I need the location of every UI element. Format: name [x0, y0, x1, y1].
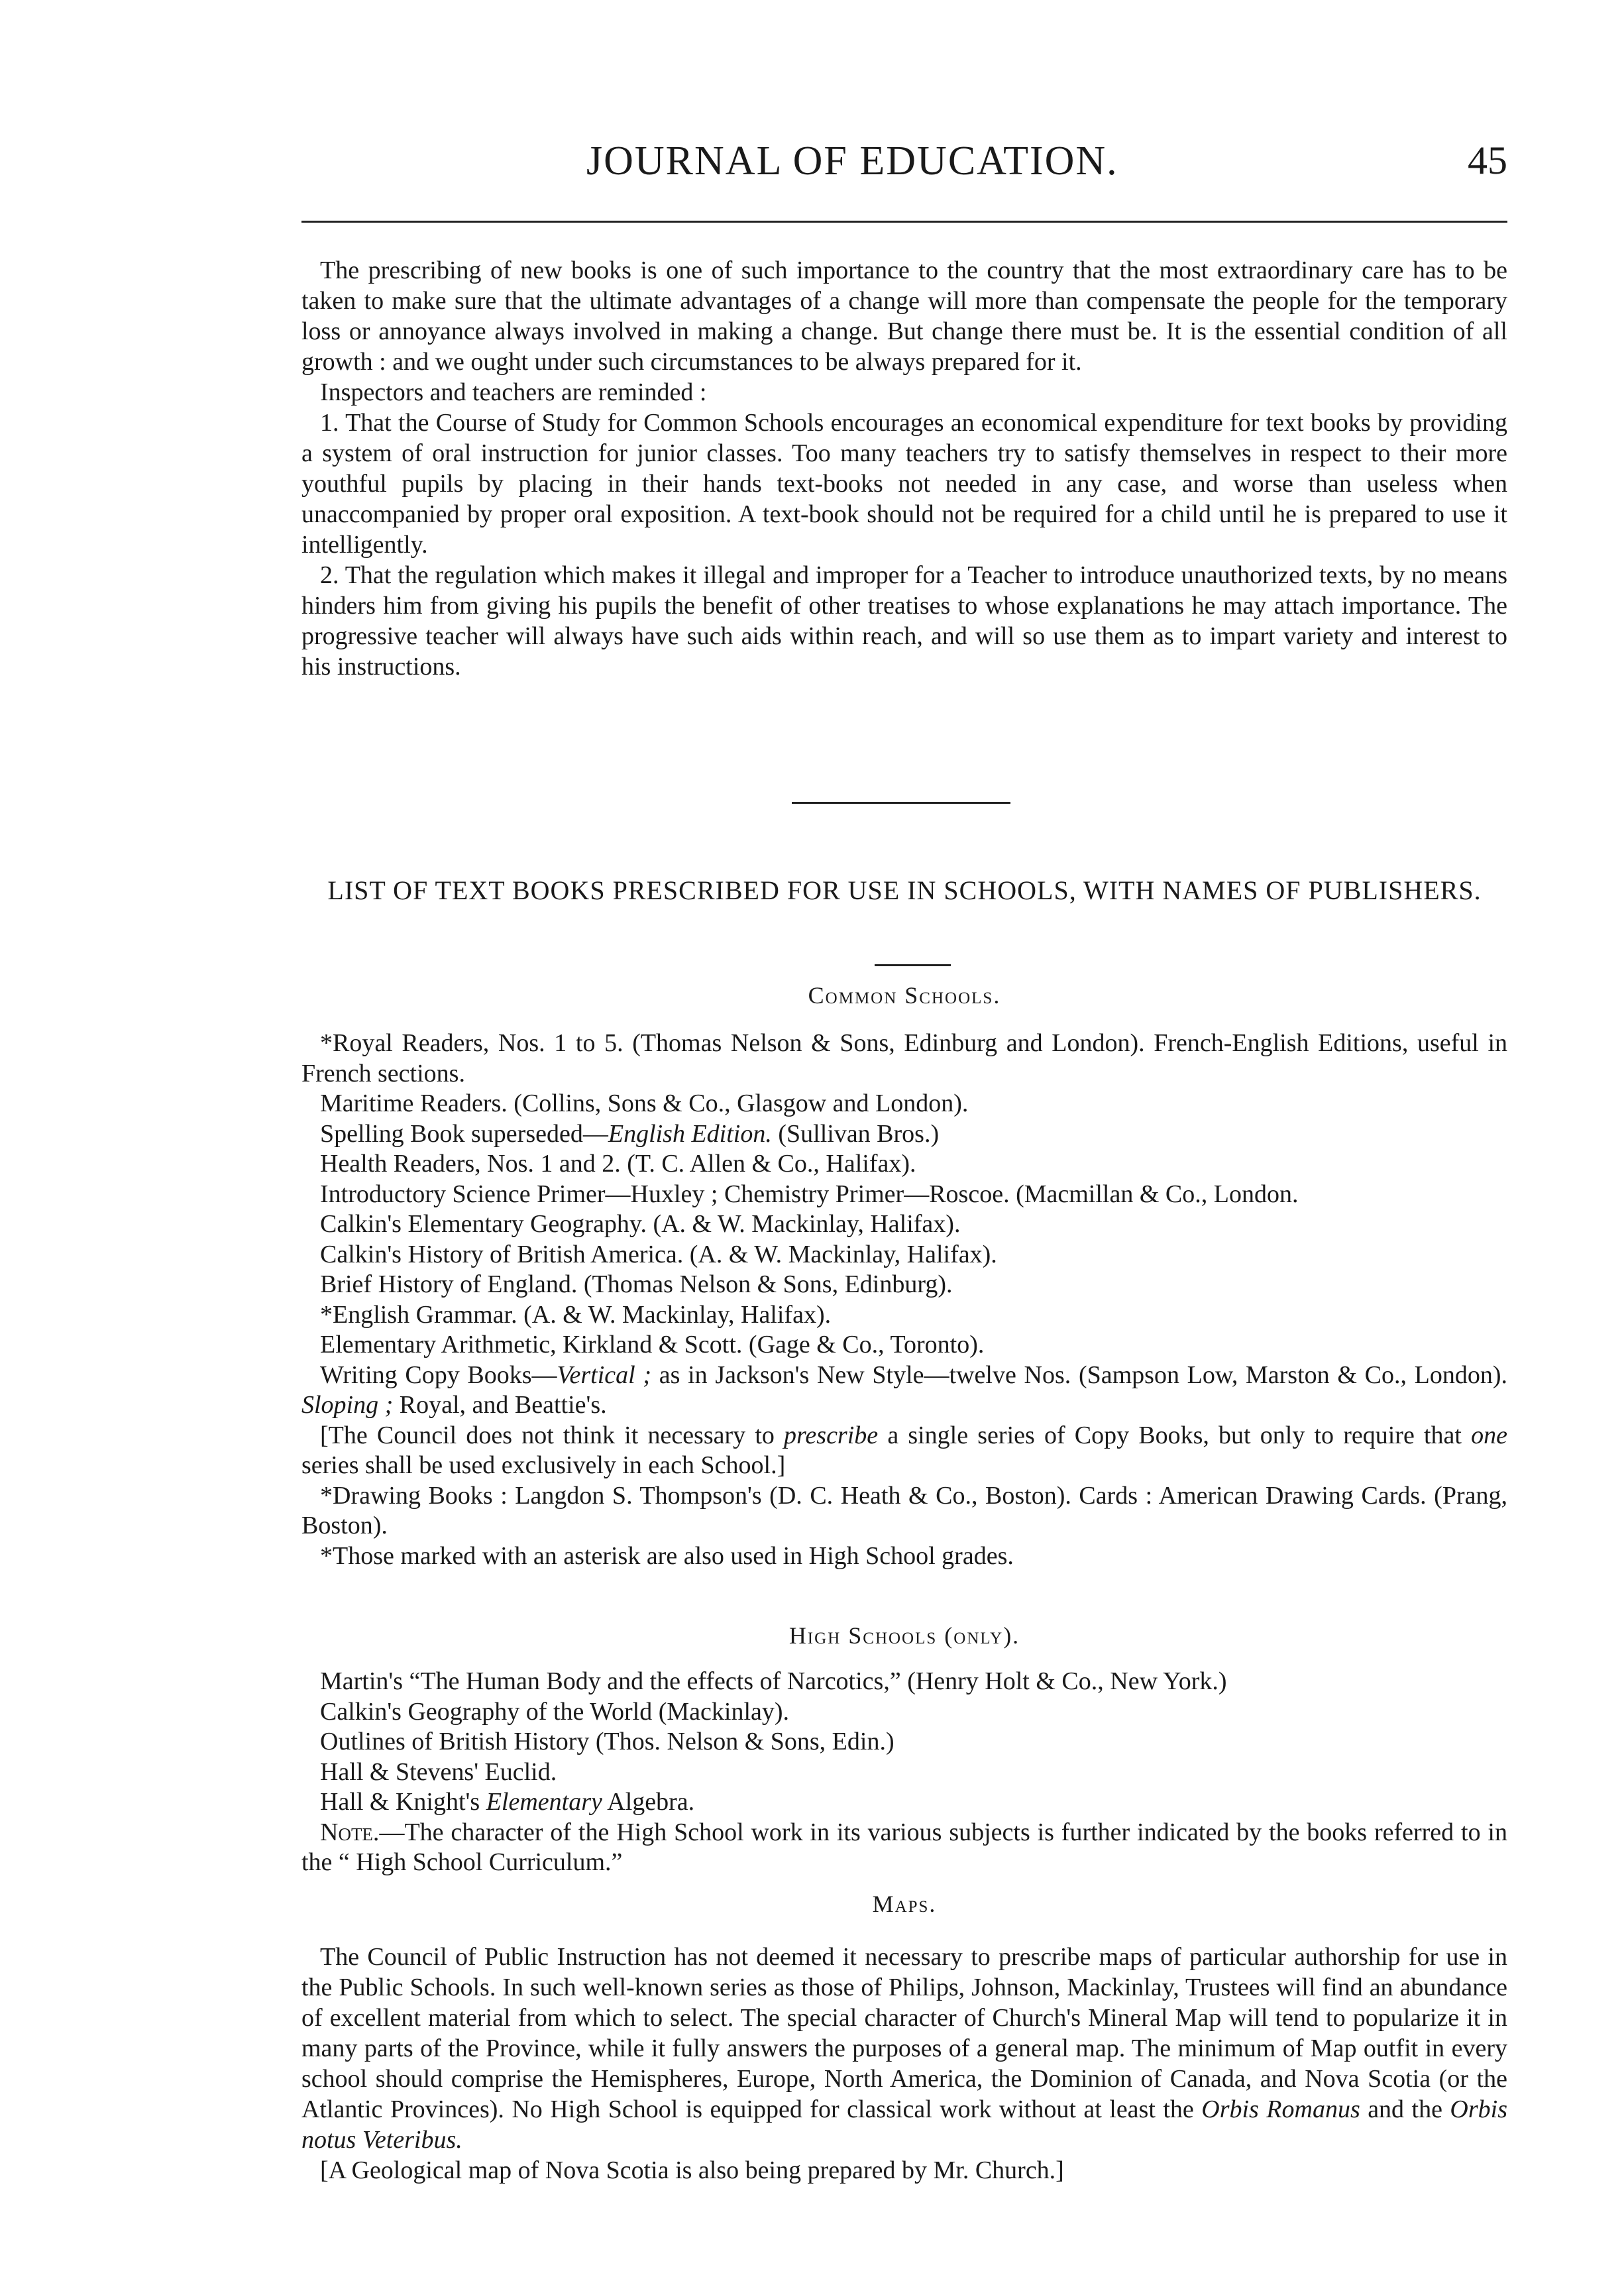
list-item-british-history: Outlines of British History (Thos. Nelson & Sons, Edin.) [320, 1728, 894, 1755]
list-item-human-body: Martin's “The Human Body and the effects of Narcotics,” (Henry Holt & Co., New York.) [320, 1667, 1227, 1695]
list-item-spelling-book [301, 1119, 1507, 1150]
geological-map-note: [A Geological map of Nova Scotia is also being prepared by Mr. Church.] [320, 2156, 1064, 2184]
list-item-history-america: Calkin's History of British America. (A. & W. Mackinlay, Halifax). [320, 1240, 997, 1268]
spelling-book-text: Spelling Book superseded— [320, 1119, 608, 1148]
page-number: 45 [1468, 139, 1507, 182]
list-item-copy-books [301, 1361, 1507, 1421]
list-item-history-england: Brief History of England. (Thomas Nelson & Sons, Edinburg). [320, 1270, 953, 1298]
common-schools-heading: Common Schools. [808, 982, 1001, 1009]
list-item-geography-world: Calkin's Geography of the World (Mackinlay). [320, 1697, 790, 1726]
intro-paragraph: The prescribing of new books is one of such importance to the country that the most extraordinary care has to be taken to make sure that the ultimate advantages of a change will more than compensate the people for the temporary loss or annoyance always involved in making a change. But change there must be. It is the essential condition of all growth : and we ought under such circumstances to be always prepared for it. [301, 256, 1507, 376]
reminder-point-1: 1. That the Course of Study for Common Schools encourages an economical expenditure for text books by providing a system of oral instruction for junior classes. Too many teachers try to satisfy themselves in respect to their more youthful pupils by placing in their hands text-books not needed in any case, and worse than useless when unaccompanied by proper oral exposition. A text-book should not be required for a child until he is prepared to use it intelligently. [301, 409, 1507, 559]
council-note-end: series shall be used exclusively in each School.] [301, 1451, 786, 1479]
list-item-geography: Calkin's Elementary Geography. (A. & W. Mackinlay, Halifax). [320, 1210, 961, 1238]
list-item-science-primer: Introductory Science Primer—Huxley ; Chemistry Primer—Roscoe. (Macmillan & Co., London. [320, 1180, 1299, 1208]
maps-heading: Maps. [872, 1891, 937, 1917]
copy-books-text: Writing Copy Books— [320, 1361, 557, 1389]
list-item-royal-readers: *Royal Readers, Nos. 1 to 5. (Thomas Nelson & Sons, Edinburg and London). French-English Editions, useful in French sections. [301, 1029, 1507, 1087]
list-item-euclid: Hall & Stevens' Euclid. [320, 1757, 557, 1786]
orbis-romanus: Orbis Romanus [1201, 2095, 1360, 2123]
list-item-maritime-readers: Maritime Readers. (Collins, Sons & Co., Glasgow and London). [320, 1089, 969, 1117]
reminder-point-2: 2. That the regulation which makes it illegal and improper for a Teacher to introduce unauthorized texts, by no means hinders him from giving his pupils the benefit of other treatises to whose explanations he may attach importance. The progressive teacher will always have such aids within reach, and will so use them as to impart variety and interest to his instructions. [301, 561, 1507, 681]
reminder-line: Inspectors and teachers are reminded : [320, 378, 707, 406]
council-note-text: [The Council does not think it necessary to [320, 1421, 785, 1449]
intro-section [301, 255, 1507, 682]
maps-paragraph-and: and the [1360, 2095, 1450, 2123]
council-note-prescribe: prescribe [784, 1421, 879, 1449]
journal-title: JOURNAL OF EDUCATION. [586, 139, 1118, 184]
list-item-grammar: *English Grammar. (A. & W. Mackinlay, Halifax). [320, 1300, 832, 1329]
common-schools-list [301, 1028, 1507, 1571]
algebra-elementary: Elementary [486, 1788, 602, 1816]
running-head [301, 140, 1507, 200]
high-schools-heading: High Schools (only). [788, 1622, 1020, 1649]
list-item-algebra [301, 1787, 1507, 1818]
list-item-drawing-books: *Drawing Books : Langdon S. Thompson's (D. C. Heath & Co., Boston). Cards : American Drawing Cards. (Prang, Boston). [301, 1481, 1507, 1539]
orbis-veteribus: Orbis notus Veteribus. [301, 2095, 1507, 2154]
note-label: Note. [320, 1818, 380, 1846]
title-rule [875, 964, 951, 966]
copy-books-other: Royal, and Beattie's. [393, 1391, 607, 1419]
spelling-book-edition: English Edition. [608, 1119, 772, 1148]
note-text: —The character of the High School work in its various subjects is further indicated by the books referred to in the “ High School Curriculum.” [301, 1818, 1507, 1876]
copy-books-publisher: as in Jackson's New Style—twelve Nos. (Sampson Low, Marston & Co., London). [651, 1361, 1507, 1389]
high-schools-list [301, 1667, 1507, 1878]
section-divider [792, 802, 1010, 804]
copy-books-sloping: Sloping ; [301, 1391, 394, 1419]
spelling-book-publisher: (Sullivan Bros.) [771, 1119, 940, 1148]
asterisk-note: *Those marked with an asterisk are also used in High School grades. [320, 1541, 1014, 1570]
council-note-one: one [1471, 1421, 1507, 1449]
maps-section [301, 1942, 1507, 2186]
council-note-middle: a single series of Copy Books, but only to require that [878, 1421, 1472, 1449]
list-title: LIST OF TEXT BOOKS PRESCRIBED FOR USE IN SCHOOLS, WITH NAMES OF PUBLISHERS. [327, 875, 1482, 905]
header-rule [301, 221, 1507, 223]
algebra-authors: Hall & Knight's [320, 1788, 486, 1816]
council-note [301, 1421, 1507, 1481]
algebra-title: Algebra. [602, 1788, 695, 1816]
maps-paragraph-text: The Council of Public Instruction has not deemed it necessary to prescribe maps of particular authorship for use in the Public Schools. In such well-known series as those of Philips, Johnson, Mackinlay, Trustees will find an abundance of excellent material from which to select. The special character of Church's Mineral Map will tend to popularize it in many parts of the Province, while it fully answers the purposes of a general map. The minimum of Map outfit in every school should comprise the Hemispheres, Europe, North America, the Dominion of Canada, and Nova Scotia (or the Atlantic Provinces). No High School is equipped for classical work without at least the [301, 1943, 1507, 2123]
maps-paragraph [301, 1942, 1507, 2155]
list-item-health-readers: Health Readers, Nos. 1 and 2. (T. C. Allen & Co., Halifax). [320, 1150, 916, 1178]
high-school-note [301, 1818, 1507, 1878]
copy-books-vertical: Vertical ; [557, 1361, 652, 1389]
list-item-arithmetic: Elementary Arithmetic, Kirkland & Scott. (Gage & Co., Toronto). [320, 1331, 985, 1359]
